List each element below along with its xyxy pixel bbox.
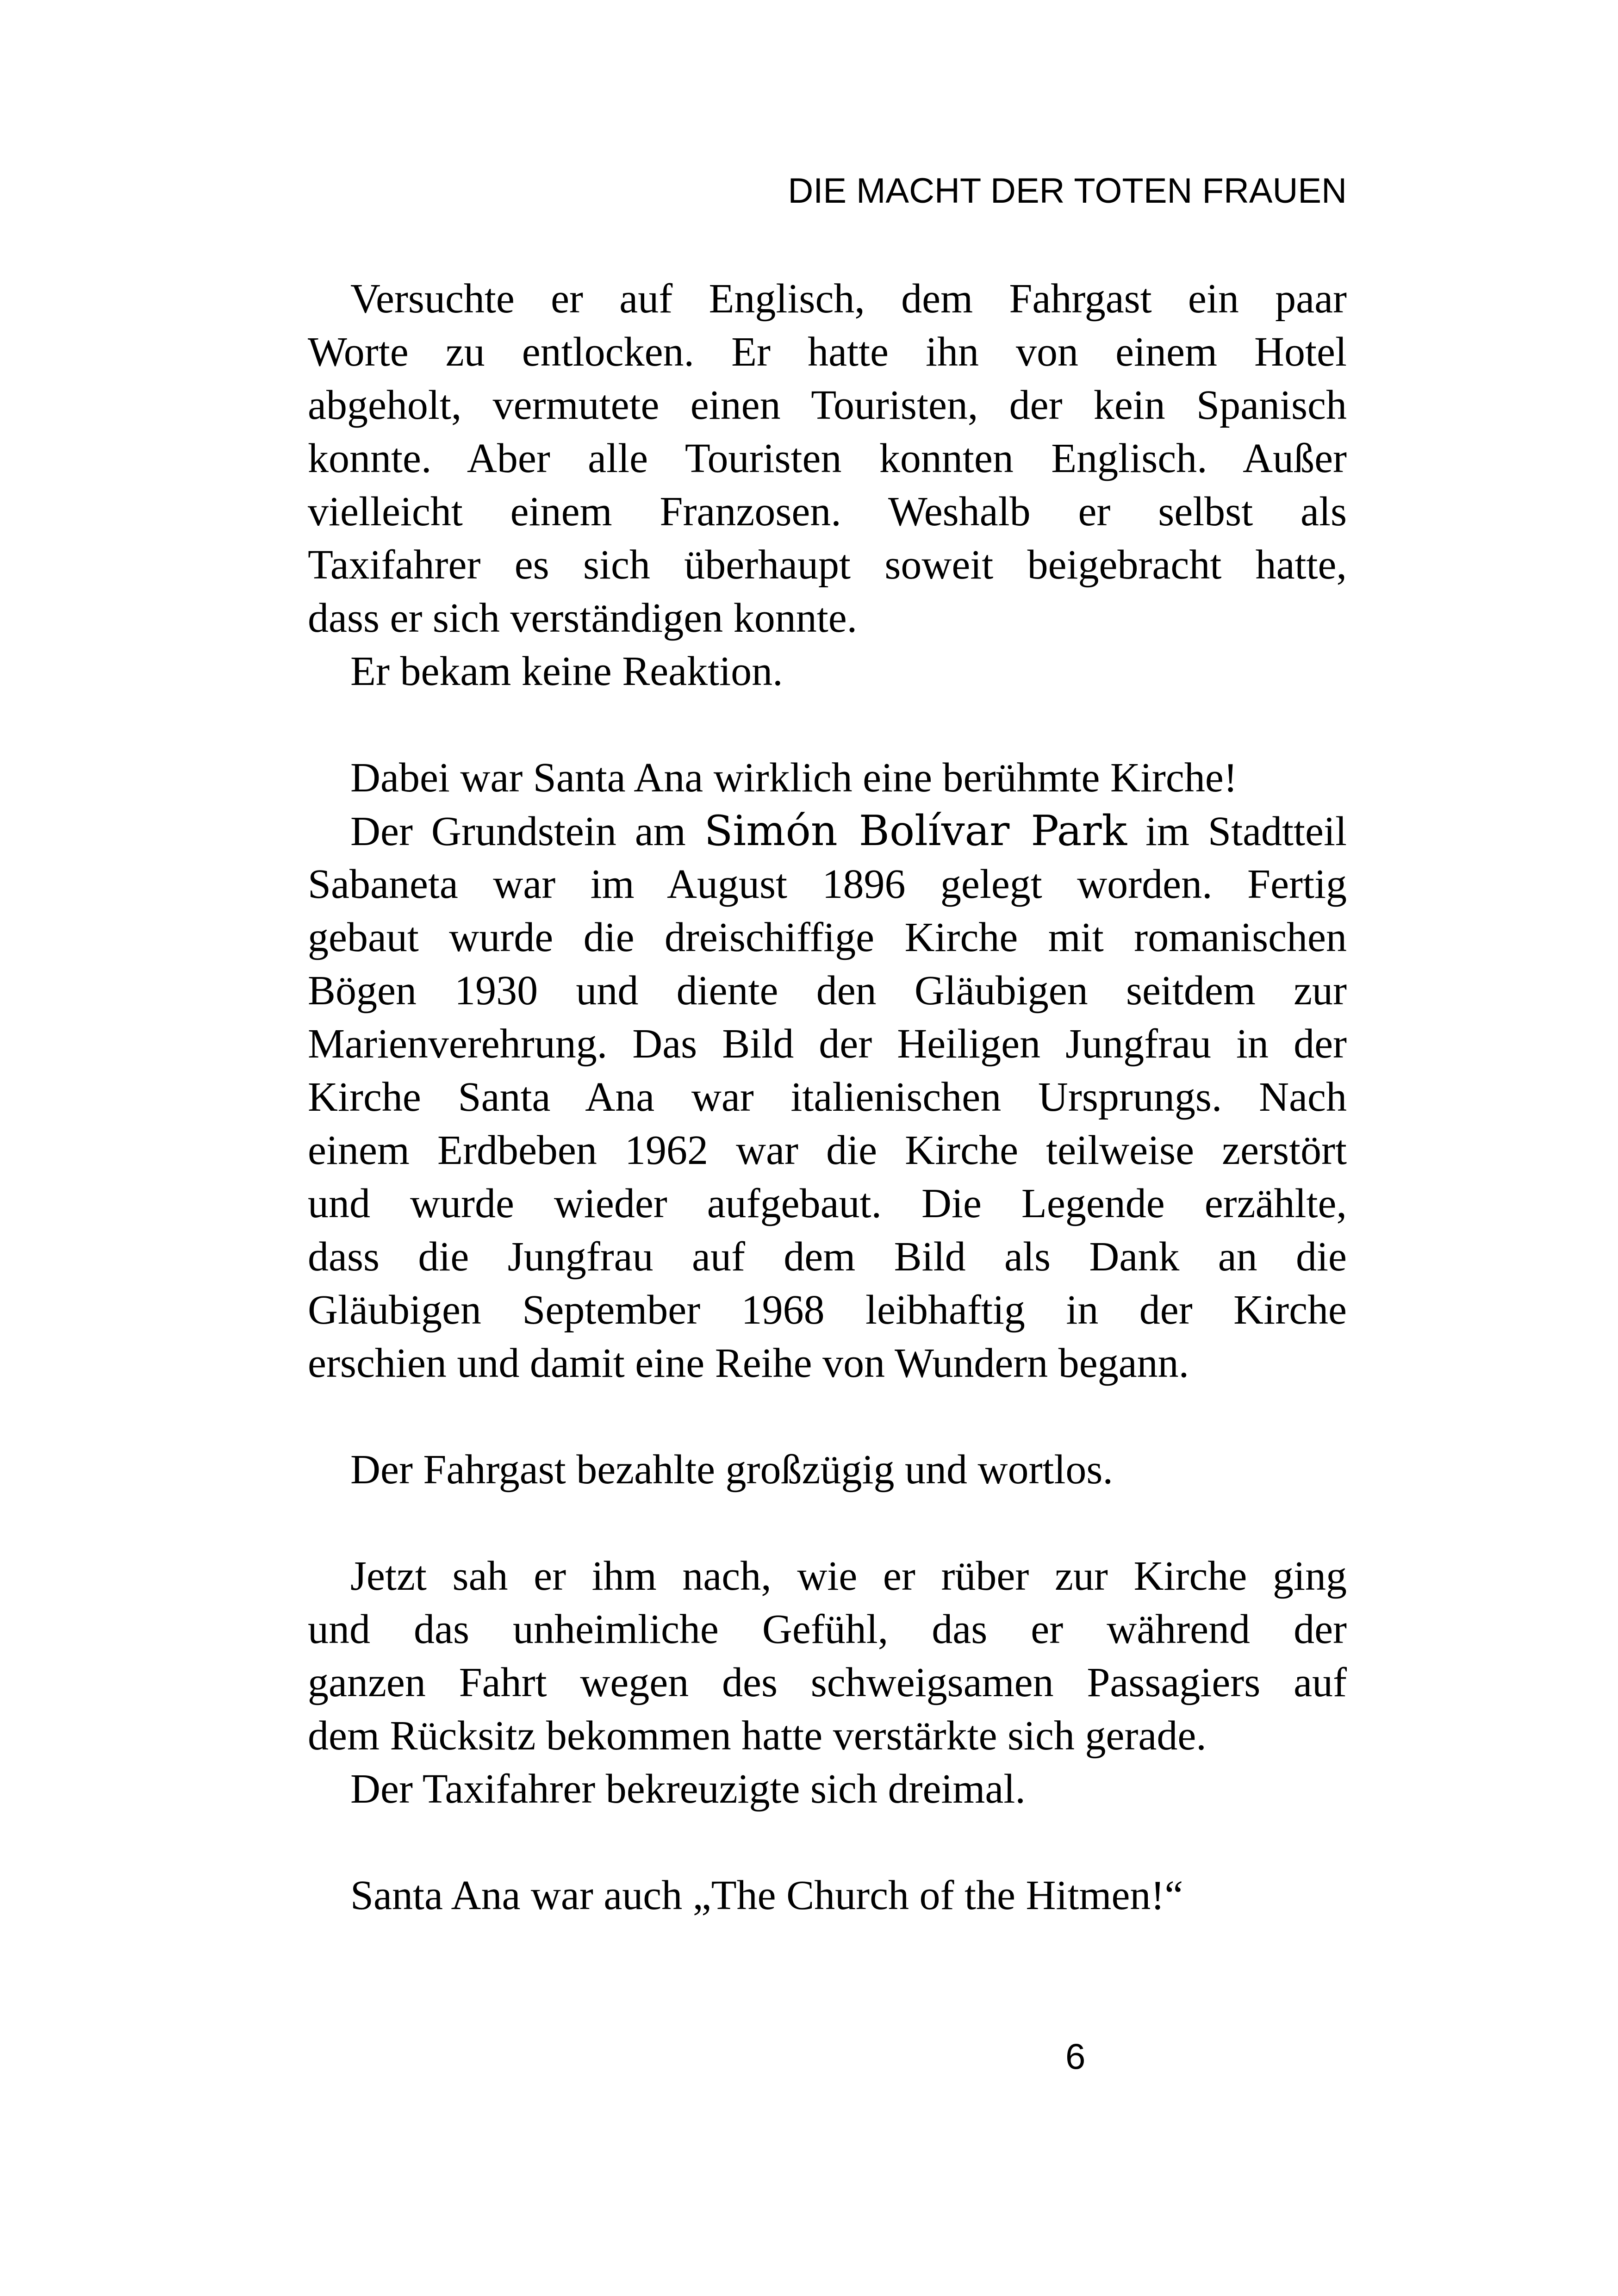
text-line: Er bekam keine Reaktion. [350,648,783,694]
text-segment: Der Grundstein am [350,809,704,854]
text-line: gebaut wurde die dreischiffige Kirche mit romanischen [308,915,1347,960]
text-line: Bögen 1930 und diente den Gläubigen seitdem zur [308,968,1347,1014]
text-line: einem Erdbeben 1962 war die Kirche teilweise zerstört [308,1127,1347,1173]
blank-line [308,1816,1347,1869]
text-line: ganzen Fahrt wegen des schweigsamen Passagiers auf [308,1660,1347,1705]
text-line: konnte. Aber alle Touristen konnten Englisch. Außer [308,436,1347,481]
text-line: und das unheimliche Gefühl, das er während der [308,1606,1347,1652]
text-segment: im Stadtteil [1127,809,1347,854]
text-line: Worte zu entlocken. Er hatte ihn von einem Hotel [308,329,1347,375]
text-line: dass er sich verständigen konnte. [308,595,858,641]
running-head: DIE MACHT DER TOTEN FRAUEN [788,171,1347,211]
text-line: Gläubigen September 1968 leibhaftig in der Kirche [308,1287,1347,1333]
text-line: Jetzt sah er ihm nach, wie er rüber zur Kirche ging [350,1553,1347,1599]
blank-line [308,1390,1347,1443]
blank-line [308,698,1347,751]
body-text [308,272,1347,1922]
text-line: abgeholt, vermutete einen Touristen, der kein Spanisch [308,382,1347,428]
text-line: Sabaneta war im August 1896 gelegt worden. Fertig [308,861,1347,907]
text-line: Kirche Santa Ana war italienischen Ursprungs. Nach [308,1074,1347,1120]
blank-line [308,1496,1347,1549]
page-number: 6 [1065,2036,1086,2077]
text-line: Taxifahrer es sich überhaupt soweit beigebracht hatte, [308,542,1347,588]
text-line: Marienverehrung. Das Bild der Heiligen Jungfrau in der [308,1021,1347,1067]
text-line: Der Taxifahrer bekreuzigte sich dreimal. [350,1766,1026,1812]
text-line: Dabei war Santa Ana wirklich eine berühmte Kirche! [350,755,1238,801]
text-line: Versuchte er auf Englisch, dem Fahrgast ein paar [350,276,1347,322]
text-line: vielleicht einem Franzosen. Weshalb er selbst als [308,489,1347,535]
text-line [308,804,1347,858]
text-line: Santa Ana war auch „The Church of the Hitmen!“ [350,1873,1183,1918]
alt-font-text: Simón Bolívar Park [704,807,1127,855]
text-line: und wurde wieder aufgebaut. Die Legende erzählte, [308,1181,1347,1226]
text-line: dass die Jungfrau auf dem Bild als Dank an die [308,1234,1347,1280]
text-line: dem Rücksitz bekommen hatte verstärkte sich gerade. [308,1713,1207,1759]
text-line: erschien und damit eine Reihe von Wundern begann. [308,1340,1189,1386]
text-line: Der Fahrgast bezahlte großzügig und wortlos. [350,1447,1113,1493]
